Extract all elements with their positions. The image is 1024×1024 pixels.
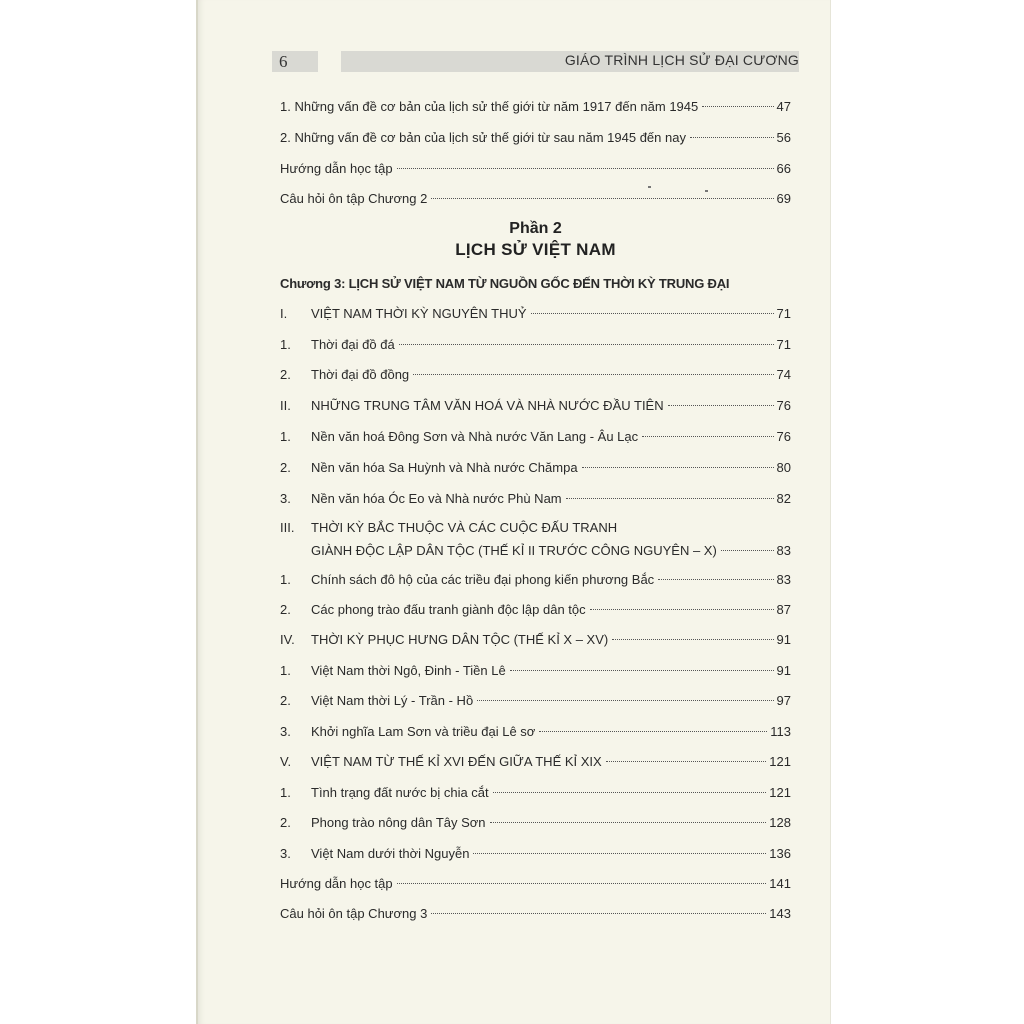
toc-entry bbox=[280, 159, 791, 179]
leader-dots bbox=[690, 137, 774, 138]
toc-entry-page: 141 bbox=[769, 876, 791, 891]
toc-entry-label: Việt Nam thời Ngô, Đinh - Tiền Lê bbox=[311, 663, 506, 678]
toc-entry-label: 2. Những vấn đề cơ bản của lịch sử thế giới từ sau năm 1945 đến nay bbox=[280, 130, 686, 145]
toc-entry-page: 76 bbox=[776, 398, 791, 413]
toc-entry-label: Phong trào nông dân Tây Sơn bbox=[311, 815, 486, 830]
toc-entry bbox=[280, 458, 791, 478]
toc-entry-page: 69 bbox=[776, 191, 791, 206]
leader-dots bbox=[658, 579, 773, 580]
toc-entry-number: 2. bbox=[280, 815, 291, 830]
leader-dots bbox=[590, 609, 774, 610]
toc-entry-label: Việt Nam dưới thời Nguyễn bbox=[311, 846, 470, 861]
toc-entry-number: 1. bbox=[280, 429, 291, 444]
toc-entry bbox=[280, 427, 791, 447]
leader-dots bbox=[413, 374, 773, 375]
toc-entry-label: Hướng dẫn học tập bbox=[280, 161, 393, 176]
toc-entry-number: 3. bbox=[280, 491, 291, 506]
toc-entry bbox=[280, 904, 791, 924]
leader-dots bbox=[582, 467, 774, 468]
toc-entry bbox=[280, 783, 791, 803]
toc-entry-page: 76 bbox=[776, 429, 791, 444]
toc-entry bbox=[280, 189, 791, 209]
toc-entry-page: 113 bbox=[770, 724, 791, 739]
part-label: Phần 2 bbox=[509, 220, 562, 237]
toc-entry bbox=[280, 600, 791, 620]
leader-dots bbox=[612, 639, 773, 640]
toc-entry-label: Tình trạng đất nước bị chia cắt bbox=[311, 785, 489, 800]
leader-dots bbox=[490, 822, 767, 823]
toc-entry-line1 bbox=[280, 518, 791, 538]
toc-entry bbox=[280, 661, 791, 681]
toc-entry bbox=[280, 541, 791, 561]
toc-entry-page: 71 bbox=[776, 337, 791, 352]
leader-dots bbox=[539, 731, 767, 732]
toc-entry bbox=[280, 874, 791, 894]
toc-entry-number: 1. bbox=[280, 337, 291, 352]
leader-dots bbox=[510, 670, 774, 671]
leader-dots bbox=[399, 344, 774, 345]
leader-dots bbox=[477, 700, 773, 701]
toc-entry bbox=[280, 335, 791, 355]
leader-dots bbox=[473, 853, 766, 854]
leader-dots bbox=[566, 498, 774, 499]
toc-entry-page: 74 bbox=[776, 367, 791, 382]
leader-dots bbox=[606, 761, 767, 762]
toc-entry-page: 80 bbox=[776, 460, 791, 475]
toc-entry bbox=[280, 691, 791, 711]
toc-entry-page: 87 bbox=[776, 602, 791, 617]
chapter-heading: Chương 3: LỊCH SỬ VIỆT NAM TỪ NGUỒN GỐC ĐẾN THỜI KỲ TRUNG ĐẠI bbox=[280, 276, 730, 291]
toc-entry-label: Hướng dẫn học tập bbox=[280, 876, 393, 891]
toc-entry-number: I. bbox=[280, 306, 288, 321]
leader-dots bbox=[531, 313, 774, 314]
running-title: GIÁO TRÌNH LỊCH SỬ ĐẠI CƯƠNG bbox=[564, 52, 799, 68]
leader-dots bbox=[668, 405, 774, 406]
toc-entry-label: THỜI KỲ PHỤC HƯNG DÂN TỘC (THẾ KỈ X – XV) bbox=[311, 632, 609, 647]
toc-entry-label: Việt Nam thời Lý - Trần - Hồ bbox=[311, 693, 474, 708]
toc-entry-page: 121 bbox=[769, 754, 791, 769]
toc-entry-label: GIÀNH ĐỘC LẬP DÂN TỘC (THẾ KỈ II TRƯỚC CÔNG NGUYÊN – X) bbox=[311, 543, 717, 558]
toc-entry-label: Nền văn hóa Sa Huỳnh và Nhà nước Chămpa bbox=[311, 460, 578, 475]
toc-entry-number: 2. bbox=[280, 693, 291, 708]
leader-dots bbox=[493, 792, 767, 793]
toc-entry bbox=[280, 752, 791, 772]
toc-entry bbox=[280, 396, 791, 416]
page-number: 6 bbox=[279, 52, 288, 71]
toc-entry-page: 71 bbox=[776, 306, 791, 321]
toc-entry-number: III. bbox=[280, 520, 295, 535]
toc-entry-label: VIỆT NAM TỪ THẾ KỈ XVI ĐẾN GIỮA THẾ KỈ XIX bbox=[311, 754, 602, 769]
toc-entry-number: IV. bbox=[280, 632, 295, 647]
toc-entry-label: Nền văn hoá Đông Sơn và Nhà nước Văn Lang - Âu Lạc bbox=[311, 429, 639, 444]
toc-entry-number: 2. bbox=[280, 602, 291, 617]
toc-entry bbox=[280, 128, 791, 148]
toc-entry bbox=[280, 489, 791, 509]
toc-entry-number: II. bbox=[280, 398, 291, 413]
toc-entry-page: 82 bbox=[776, 491, 791, 506]
toc-entry bbox=[280, 813, 791, 833]
toc-entry-page: 56 bbox=[776, 130, 791, 145]
toc-entry bbox=[280, 304, 791, 324]
toc-entry bbox=[280, 365, 791, 385]
toc-entry-page: 91 bbox=[776, 663, 791, 678]
toc-entry-label: Câu hỏi ôn tập Chương 2 bbox=[280, 191, 428, 206]
toc-entry-number: 1. bbox=[280, 663, 291, 678]
toc-entry-label: NHỮNG TRUNG TÂM VĂN HOÁ VÀ NHÀ NƯỚC ĐẦU TIÊN bbox=[311, 398, 664, 413]
toc-entry-page: 97 bbox=[776, 693, 791, 708]
leader-dots bbox=[642, 436, 773, 437]
book-page bbox=[196, 0, 831, 1024]
toc-entry-number: 3. bbox=[280, 846, 291, 861]
toc-entry-page: 47 bbox=[776, 99, 791, 114]
leader-dots bbox=[431, 198, 773, 199]
toc-entry-page: 136 bbox=[769, 846, 791, 861]
toc-entry-label: Câu hỏi ôn tập Chương 3 bbox=[280, 906, 428, 921]
leader-dots bbox=[431, 913, 766, 914]
part-title: LỊCH SỬ VIỆT NAM bbox=[455, 240, 616, 259]
toc-entry-number: V. bbox=[280, 754, 292, 769]
toc-entry-number: 2. bbox=[280, 367, 291, 382]
toc-entry-label: THỜI KỲ BẮC THUỘC VÀ CÁC CUỘC ĐẤU TRANH bbox=[311, 520, 618, 535]
toc-entry bbox=[280, 844, 791, 864]
toc-entry bbox=[280, 97, 791, 117]
toc-entry-label: 1. Những vấn đề cơ bản của lịch sử thế giới từ năm 1917 đến năm 1945 bbox=[280, 99, 699, 114]
toc-entry-page: 83 bbox=[776, 543, 791, 558]
toc-entry-label: Thời đại đồ đồng bbox=[311, 367, 410, 382]
toc-entry-label: Khởi nghĩa Lam Sơn và triều đại Lê sơ bbox=[311, 724, 536, 739]
leader-dots bbox=[721, 550, 774, 551]
toc-entry-number: 2. bbox=[280, 460, 291, 475]
leader-dots bbox=[397, 168, 774, 169]
toc-entry-page: 128 bbox=[769, 815, 791, 830]
toc-entry bbox=[280, 630, 791, 650]
leader-dots bbox=[702, 106, 773, 107]
print-speck bbox=[705, 190, 708, 192]
toc-entry-label: Thời đại đồ đá bbox=[311, 337, 395, 352]
toc-entry-page: 91 bbox=[776, 632, 791, 647]
toc-entry-label: Chính sách đô hộ của các triều đại phong kiến phương Bắc bbox=[311, 572, 655, 587]
toc-entry-page: 83 bbox=[776, 572, 791, 587]
toc-entry bbox=[280, 722, 791, 742]
toc-entry-label: Các phong trào đấu tranh giành độc lập dân tộc bbox=[311, 602, 586, 617]
print-speck bbox=[648, 186, 651, 188]
toc-entry bbox=[280, 570, 791, 590]
toc-entry-number: 1. bbox=[280, 572, 291, 587]
toc-entry-page: 66 bbox=[776, 161, 791, 176]
toc-entry-page: 143 bbox=[769, 906, 791, 921]
toc-entry-page: 121 bbox=[769, 785, 791, 800]
toc-entry-number: 1. bbox=[280, 785, 291, 800]
toc-entry-number: 3. bbox=[280, 724, 291, 739]
leader-dots bbox=[397, 883, 767, 884]
toc-entry-label: VIỆT NAM THỜI KỲ NGUYÊN THUỶ bbox=[311, 306, 527, 321]
toc-entry-label: Nền văn hóa Óc Eo và Nhà nước Phù Nam bbox=[311, 491, 562, 506]
